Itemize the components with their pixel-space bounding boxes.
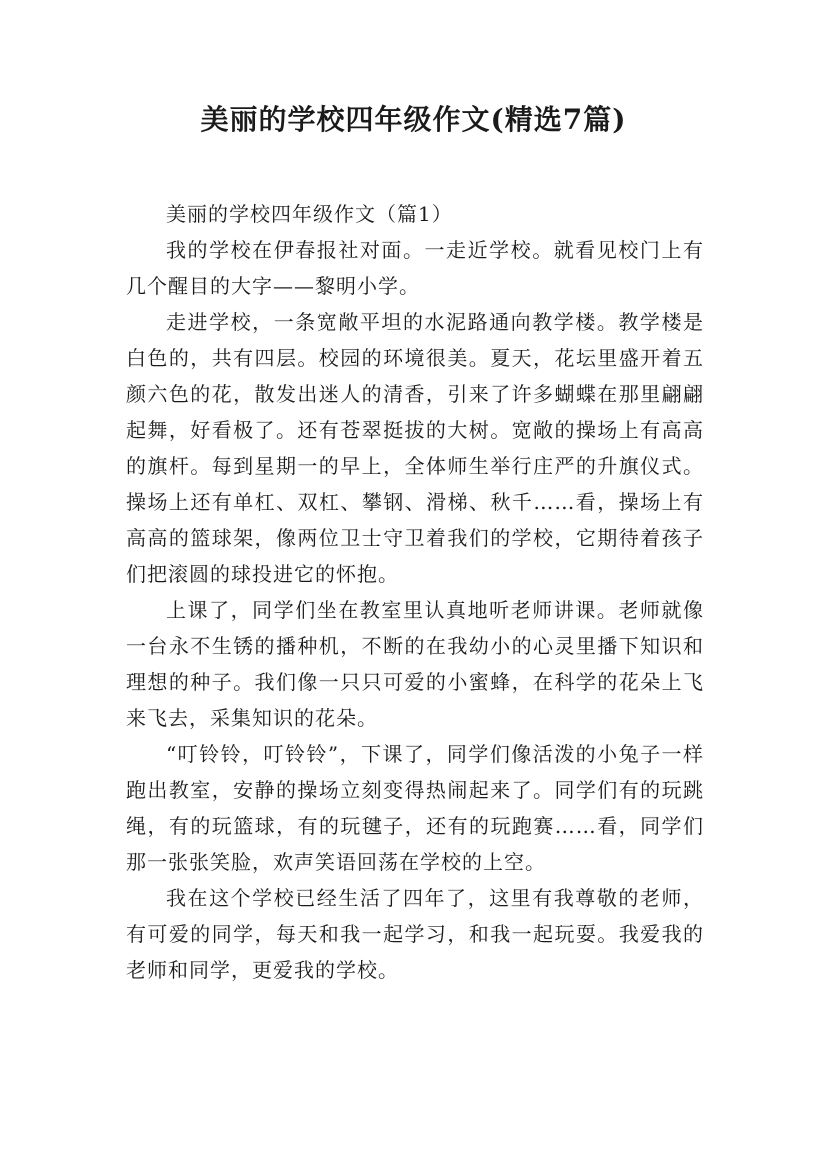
paragraph: 我在这个学校已经生活了四年了，这里有我尊敬的老师，有可爱的同学，每天和我一起学习，和我一起玩耍。我爱我的老师和同学，更爱我的学校。	[126, 886, 704, 982]
paragraph: “叮铃铃，叮铃铃”，下课了，同学们像活泼的小兔子一样跑出教室，安静的操场立刻变得热闹起来了。同学们有的玩跳绳，有的玩篮球，有的玩毽子，还有的玩跑赛……看，同学们那一张张笑脸，欢声笑语回荡在学校的上空。	[126, 742, 704, 874]
document-title: 美丽的学校四年级作文(精选7篇)	[200, 103, 627, 136]
document-body	[126, 196, 704, 988]
paragraph: 上课了，同学们坐在教室里认真地听老师讲课。老师就像一台永不生锈的播种机，不断的在我幼小的心灵里播下知识和理想的种子。我们像一只只可爱的小蜜蜂，在科学的花朵上飞来飞去，采集知识的花朵。	[126, 598, 704, 730]
paragraph: 走进学校，一条宽敞平坦的水泥路通向教学楼。教学楼是白色的，共有四层。校园的环境很美。夏天，花坛里盛开着五颜六色的花，散发出迷人的清香，引来了许多蝴蝶在那里翩翩起舞，好看极了。还有苍翠挺拔的大树。宽敞的操场上有高高的旗杆。每到星期一的早上，全体师生举行庄严的升旗仪式。操场上还有单杠、双杠、攀钢、滑梯、秋千……看，操场上有高高的篮球架，像两位卫士守卫着我们的学校，它期待着孩子们把滚圆的球投进它的怀抱。	[126, 310, 704, 586]
section-heading: 美丽的学校四年级作文（篇1）	[166, 202, 453, 226]
paragraph: 我的学校在伊春报社对面。一走近学校。就看见校门上有几个醒目的大字——黎明小学。	[126, 238, 704, 298]
